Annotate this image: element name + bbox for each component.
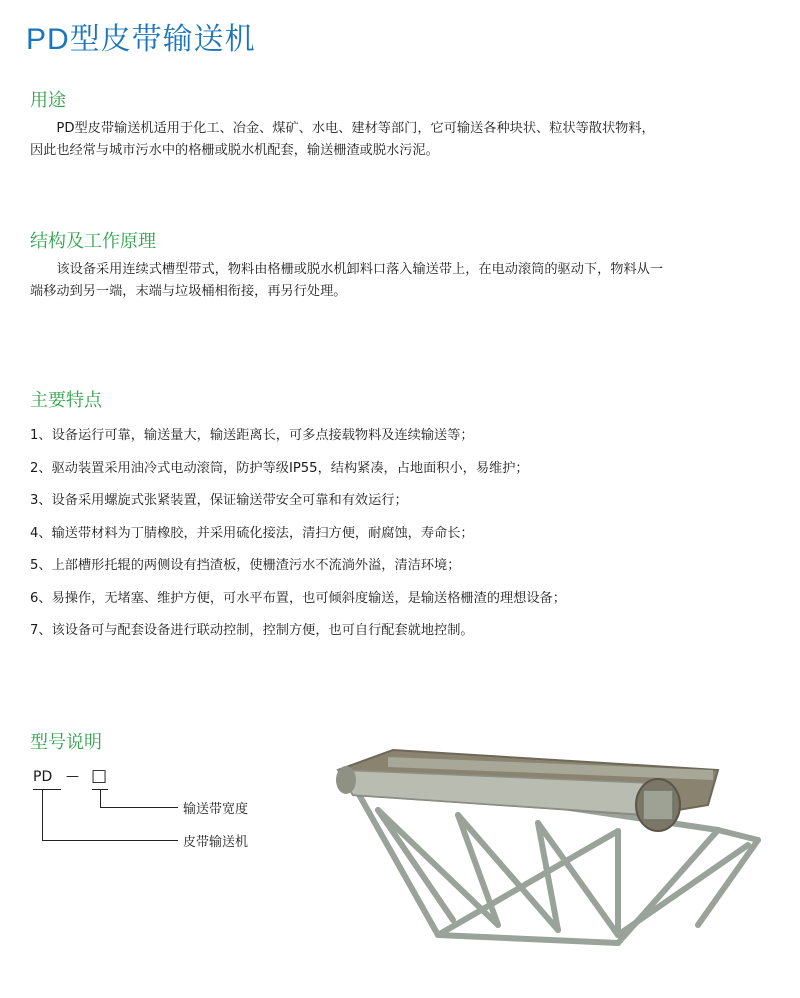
feature-item: 2、驱动装置采用油冷式电动滚筒，防护等级IP55，结构紧凑，占地面积小，易维护；: [30, 460, 529, 476]
feature-item: 4、输送带材料为丁腈橡胶，并采用硫化接法，清扫方便，耐腐蚀，寿命长；: [30, 525, 474, 541]
model-diagram: [0, 760, 300, 860]
model-dash: —: [66, 769, 79, 784]
structure-line-1: 该设备采用连续式槽型带式，物料由格栅或脱水机卸料口落入输送带上，在电动滚筒的驱动下，物料从一: [56, 262, 664, 277]
structure-line-2: 端移动到另一端，末端与垃圾桶相衔接，再另行处理。: [30, 284, 347, 299]
page-title: PD型皮带输送机: [26, 23, 256, 56]
conveyor-illustration: [318, 735, 788, 950]
label-belt-width: 输送带宽度: [183, 802, 249, 817]
box-leader-horizontal: [100, 807, 178, 808]
feature-item: 3、设备采用螺旋式张紧装置，保证输送带安全可靠和有效运行；: [30, 493, 408, 508]
usage-paragraph: [30, 118, 775, 162]
usage-line-2: 因此也经常与城市污水中的格栅或脱水机配套，输送栅渣或脱水污泥。: [30, 143, 439, 158]
feature-item: 5、上部槽形托辊的两侧设有挡渣板，使栅渣污水不流淌外溢，清洁环境；: [30, 558, 461, 573]
feature-item: 7、该设备可与配套设备进行联动控制，控制方便，也可自行配套就地控制。: [30, 623, 474, 638]
code-underline: [33, 789, 61, 790]
features-heading: 主要特点: [30, 390, 102, 411]
box-leader-vertical: [100, 789, 101, 807]
features-list: [30, 426, 780, 654]
usage-line-1: PD型皮带输送机适用于化工、冶金、煤矿、水电、建材等部门，它可输送各种块状、粒状等散状物料，: [56, 121, 655, 136]
model-box: □: [91, 766, 108, 786]
label-machine-name: 皮带输送机: [183, 835, 249, 850]
model-code: PD: [33, 769, 53, 785]
code-leader-horizontal: [42, 840, 178, 841]
feature-item: 6、易操作，无堵塞、维护方便，可水平布置，也可倾斜度输送，是输送格栅渣的理想设备；: [30, 590, 566, 606]
usage-heading: 用途: [30, 90, 66, 111]
code-leader-vertical: [42, 789, 43, 840]
structure-heading: 结构及工作原理: [30, 231, 156, 252]
feature-item: 1、设备运行可靠，输送量大，输送距离长，可多点接载物料及连续输送等；: [30, 428, 474, 443]
model-heading: 型号说明: [30, 732, 102, 753]
structure-paragraph: [30, 259, 775, 303]
